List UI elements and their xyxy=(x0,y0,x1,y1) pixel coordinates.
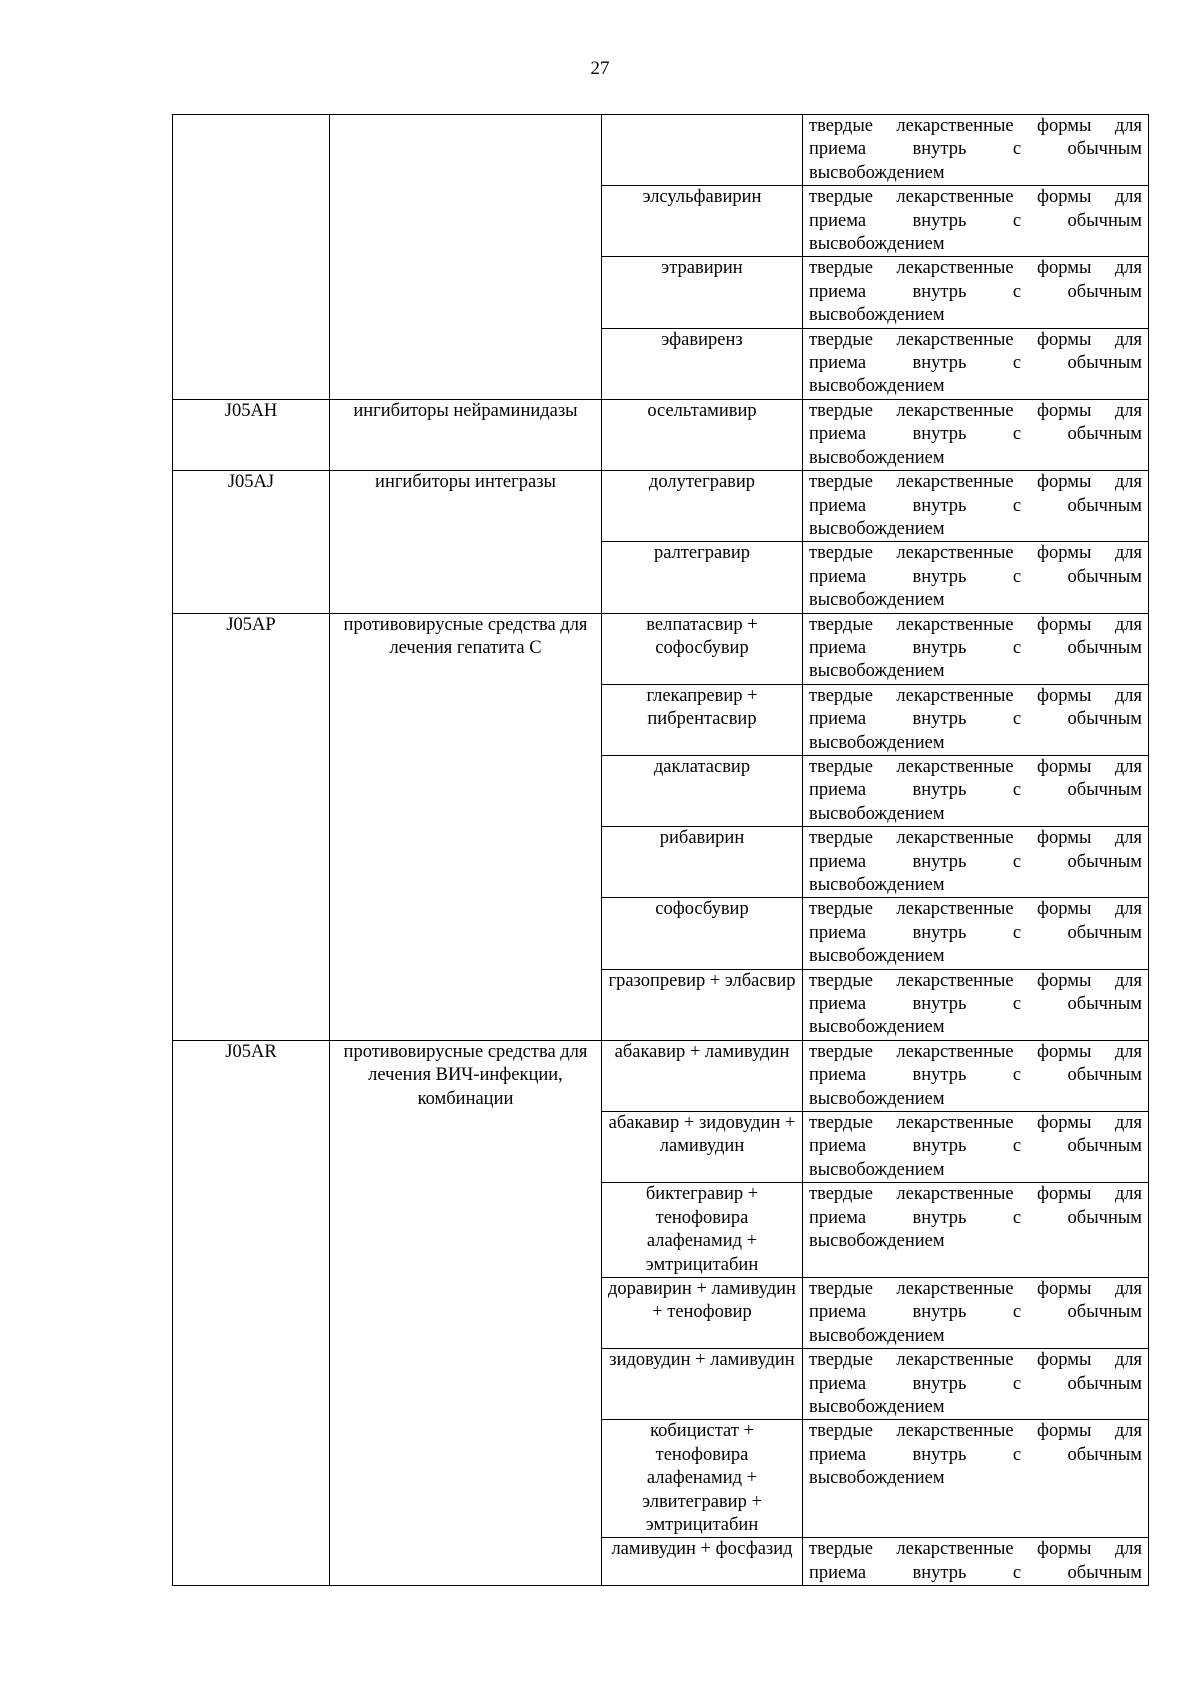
dosage-form-cell xyxy=(803,1040,1149,1111)
drug-name-cell: абакавир + зидовудин + ламивудин xyxy=(602,1112,803,1183)
drug-name-cell: рибавирин xyxy=(602,827,803,898)
dosage-form-line: высвобождением xyxy=(809,661,945,682)
dosage-form-line: приема внутрь с обычным xyxy=(809,709,1142,730)
dosage-form-line: высвобождением xyxy=(809,305,945,326)
dosage-form-cell xyxy=(803,684,1149,755)
dosage-form-cell xyxy=(803,328,1149,399)
drug-name-cell: зидовудин + ламивудин xyxy=(602,1349,803,1420)
atc-code-cell: J05AR xyxy=(173,1040,330,1585)
dosage-form-line: приема внутрь с обычным xyxy=(809,1562,1142,1583)
dosage-form-cell xyxy=(803,257,1149,328)
dosage-form-line: твердые лекарственные формы для xyxy=(809,756,1142,777)
group-name-cell: ингибиторы нейраминидазы xyxy=(330,399,602,470)
dosage-form-line: приема внутрь с обычным xyxy=(809,1302,1142,1323)
dosage-form-line: твердые лекарственные формы для xyxy=(809,1278,1142,1299)
dosage-form-line: приема внутрь с обычным xyxy=(809,1373,1142,1394)
dosage-form-line: приема внутрь с обычным xyxy=(809,780,1142,801)
dosage-form-line: высвобождением xyxy=(809,1231,945,1252)
drug-name-cell: осельтамивир xyxy=(602,399,803,470)
drug-name-cell: кобицистат + тенофовира алафенамид + элвитегравир + эмтрицитабин xyxy=(602,1420,803,1538)
dosage-form-line: высвобождением xyxy=(809,1468,945,1489)
dosage-form-line: высвобождением xyxy=(809,518,945,539)
dosage-form-cell xyxy=(803,755,1149,826)
atc-code-cell: J05AP xyxy=(173,613,330,1040)
dosage-form-line: твердые лекарственные формы для xyxy=(809,116,1142,136)
dosage-form-line: приема внутрь с обычным xyxy=(809,139,1142,160)
dosage-form-line: приема внутрь с обычным xyxy=(809,1444,1142,1465)
dosage-form-line: приема внутрь с обычным xyxy=(809,922,1142,943)
drug-name-cell xyxy=(602,115,803,186)
dosage-form-line: твердые лекарственные формы для xyxy=(809,970,1142,991)
dosage-form-line: твердые лекарственные формы для xyxy=(809,899,1142,920)
dosage-form-line: твердые лекарственные формы для xyxy=(809,1184,1142,1205)
drug-name-cell: ламивудин + фосфазид xyxy=(602,1538,803,1586)
drug-name-cell: доравирин + ламивудин + тенофовир xyxy=(602,1277,803,1348)
dosage-form-line: твердые лекарственные формы для xyxy=(809,1421,1142,1442)
dosage-form-cell xyxy=(803,1112,1149,1183)
dosage-form-line: приема внутрь с обычным xyxy=(809,1065,1142,1086)
dosage-form-cell xyxy=(803,1538,1149,1586)
dosage-form-line: приема внутрь с обычным xyxy=(809,566,1142,587)
dosage-form-line: высвобождением xyxy=(809,803,945,824)
dosage-form-line: высвобождением xyxy=(809,162,945,183)
atc-code-cell: J05AJ xyxy=(173,471,330,613)
dosage-form-line: высвобождением xyxy=(809,1088,945,1109)
dosage-form-line: приема внутрь с обычным xyxy=(809,1207,1142,1228)
dosage-form-line: приема внутрь с обычным xyxy=(809,210,1142,231)
drug-name-cell: ралтегравир xyxy=(602,542,803,613)
drug-name-cell: абакавир + ламивудин xyxy=(602,1040,803,1111)
dosage-form-line: высвобождением xyxy=(809,946,945,967)
table-row xyxy=(173,115,1149,186)
dosage-form-line: твердые лекарственные формы для xyxy=(809,258,1142,279)
dosage-form-line: высвобождением xyxy=(809,875,945,895)
dosage-form-line: твердые лекарственные формы для xyxy=(809,400,1142,421)
drug-name-cell: биктегравир + тенофовира алафенамид + эмтрицитабин xyxy=(602,1183,803,1278)
dosage-form-line: твердые лекарственные формы для xyxy=(809,1539,1142,1560)
dosage-form-line: высвобождением xyxy=(809,1159,945,1180)
drug-name-cell: гразопревир + элбасвир xyxy=(602,969,803,1040)
dosage-form-cell xyxy=(803,1183,1149,1278)
dosage-form-line: приема внутрь с обычным xyxy=(809,851,1142,872)
dosage-form-line: приема внутрь с обычным xyxy=(809,353,1142,374)
drug-name-cell: этравирин xyxy=(602,257,803,328)
dosage-form-cell xyxy=(803,115,1149,186)
table-row xyxy=(173,471,1149,542)
dosage-form-line: твердые лекарственные формы для xyxy=(809,1041,1142,1062)
drug-name-cell: велпатасвир + софосбувир xyxy=(602,613,803,684)
group-name-cell: противовирусные средства для лечения гепатита C xyxy=(330,613,602,1040)
dosage-form-line: твердые лекарственные формы для xyxy=(809,1350,1142,1371)
dosage-form-cell xyxy=(803,1420,1149,1538)
group-name-cell: ингибиторы интегразы xyxy=(330,471,602,613)
dosage-form-line: высвобождением xyxy=(809,376,945,397)
dosage-form-cell xyxy=(803,542,1149,613)
dosage-form-line: приема внутрь с обычным xyxy=(809,1136,1142,1157)
dosage-form-cell xyxy=(803,1277,1149,1348)
dosage-form-line: твердые лекарственные формы для xyxy=(809,828,1142,849)
dosage-form-line: приема внутрь с обычным xyxy=(809,637,1142,658)
dosage-form-line: приема внутрь с обычным xyxy=(809,994,1142,1015)
dosage-form-cell xyxy=(803,613,1149,684)
group-name-cell xyxy=(330,115,602,400)
dosage-form-line: твердые лекарственные формы для xyxy=(809,187,1142,208)
dosage-form-line: приема внутрь с обычным xyxy=(809,495,1142,516)
dosage-form-line: твердые лекарственные формы для xyxy=(809,329,1142,350)
dosage-form-line: высвобождением xyxy=(809,234,945,255)
dosage-form-cell xyxy=(803,471,1149,542)
dosage-form-line: высвобождением xyxy=(809,1396,945,1417)
drug-name-cell: долутегравир xyxy=(602,471,803,542)
dosage-form-cell xyxy=(803,827,1149,898)
table-row xyxy=(173,1040,1149,1111)
dosage-form-line: приема внутрь с обычным xyxy=(809,424,1142,445)
dosage-form-line: твердые лекарственные формы для xyxy=(809,614,1142,635)
table-body xyxy=(173,115,1149,1586)
dosage-form-cell xyxy=(803,898,1149,969)
table-row xyxy=(173,399,1149,470)
dosage-form-cell xyxy=(803,399,1149,470)
table-row xyxy=(173,613,1149,684)
dosage-form-line: твердые лекарственные формы для xyxy=(809,1113,1142,1134)
page-number: 27 xyxy=(590,58,610,79)
dosage-form-line: высвобождением xyxy=(809,732,945,753)
drug-name-cell: эфавиренз xyxy=(602,328,803,399)
dosage-form-cell xyxy=(803,1349,1149,1420)
dosage-form-line: твердые лекарственные формы для xyxy=(809,472,1142,493)
dosage-form-cell xyxy=(803,186,1149,257)
dosage-form-cell xyxy=(803,969,1149,1040)
group-name-cell: противовирусные средства для лечения ВИЧ-инфекции, комбинации xyxy=(330,1040,602,1585)
drug-name-cell: даклатасвир xyxy=(602,755,803,826)
dosage-form-line: высвобождением xyxy=(809,447,945,468)
dosage-form-line: высвобождением xyxy=(809,590,945,611)
dosage-form-line: приема внутрь с обычным xyxy=(809,281,1142,302)
dosage-form-line: высвобождением xyxy=(809,1325,945,1346)
drug-name-cell: глекапревир + пибрентасвир xyxy=(602,684,803,755)
drug-table xyxy=(172,114,1149,1586)
drug-name-cell: софосбувир xyxy=(602,898,803,969)
dosage-form-line: высвобождением xyxy=(809,1017,945,1038)
dosage-form-line: твердые лекарственные формы для xyxy=(809,543,1142,564)
drug-name-cell: элсульфавирин xyxy=(602,186,803,257)
dosage-form-line: твердые лекарственные формы для xyxy=(809,685,1142,706)
atc-code-cell xyxy=(173,115,330,400)
atc-code-cell: J05AH xyxy=(173,399,330,470)
